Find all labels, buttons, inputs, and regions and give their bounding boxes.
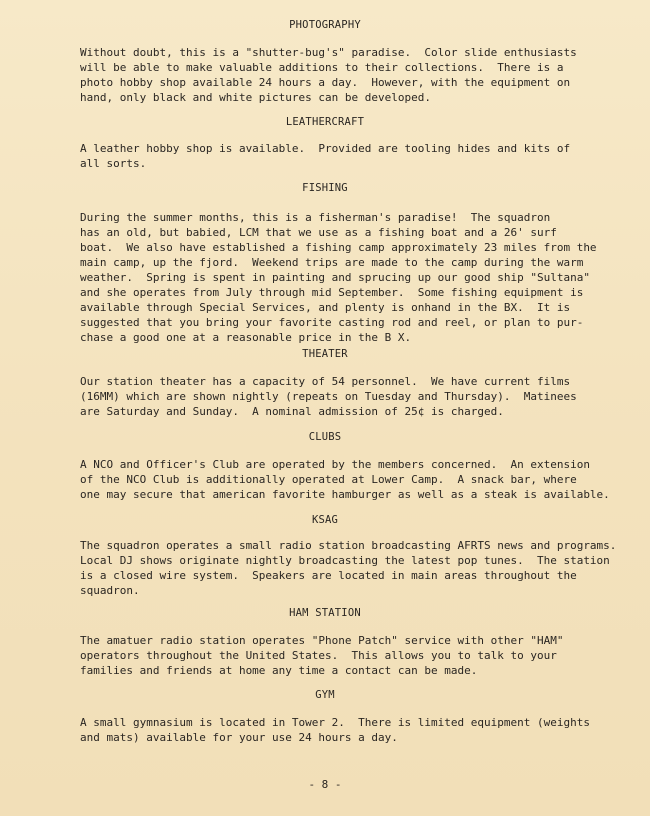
paragraph-leathercraft: A leather hobby shop is available. Provided are tooling hides and kits of all sorts. <box>80 142 571 170</box>
heading-clubs: CLUBS <box>308 431 342 443</box>
paragraph-ham-station: The amatuer radio station operates "Phone Patch" service with other "HAM" operators throughout the United States. This allows you to talk to your families and friends at home any time a contact can be made. <box>80 634 564 677</box>
heading-ksag: KSAG <box>311 514 339 526</box>
paragraph-ksag: The squadron operates a small radio station broadcasting AFRTS news and programs. Local DJ shows originate nightly broadcasting the latest pop tunes. The station is a closed wire system. Speakers are located in main areas throughout the squadron. <box>80 539 617 597</box>
paragraph-gym: A small gymnasium is located in Tower 2. There is limited equipment (weights and mats) available for your use 24 hours a day. <box>80 716 590 744</box>
heading-theater: THEATER <box>302 348 348 360</box>
heading-photography: PHOTOGRAPHY <box>289 19 361 31</box>
heading-ham-station: HAM STATION <box>289 607 361 619</box>
paragraph-fishing: During the summer months, this is a fisherman's paradise! The squadron has an old, but babied, LCM that we use as a fishing boat and a 26' surf boat. We also have established a fishing camp approximately 23 miles from the main camp, up the fjord. Weekend trips are made to the camp during the warm weather. Spring is spent in painting and sprucing up our good ship "Sultana" and she operates from July through mid September. Some fishing equipment is available through Special Services, and plenty is onhand in the BX. It is suggested that you bring your favorite casting rod and reel, or plan to pur- chase a good one at a reasonable price in the B X. <box>80 211 597 344</box>
heading-fishing: FISHING <box>302 182 348 194</box>
paragraph-theater: Our station theater has a capacity of 54 personnel. We have current films (16MM) which are shown nightly (repeats on Tuesday and Thursday). Matinees are Saturday and Sunday. A nominal admission of 25¢ is charged. <box>80 375 577 418</box>
paragraph-photography: Without doubt, this is a "shutter-bug's" paradise. Color slide enthusiasts will be able to make valuable additions to their collections. There is a photo hobby shop available 24 hours a day. However, with the equipment on hand, only black and white pictures can be developed. <box>80 46 577 104</box>
paragraph-clubs: A NCO and Officer's Club are operated by the members concerned. An extension of the NCO Club is additionally operated at Lower Camp. A snack bar, where one may secure that american favorite hamburger as well as a steak is available. <box>80 458 610 501</box>
heading-leathercraft: LEATHERCRAFT <box>285 116 365 128</box>
heading-gym: GYM <box>315 689 335 701</box>
page-number: - 8 - <box>308 778 342 791</box>
